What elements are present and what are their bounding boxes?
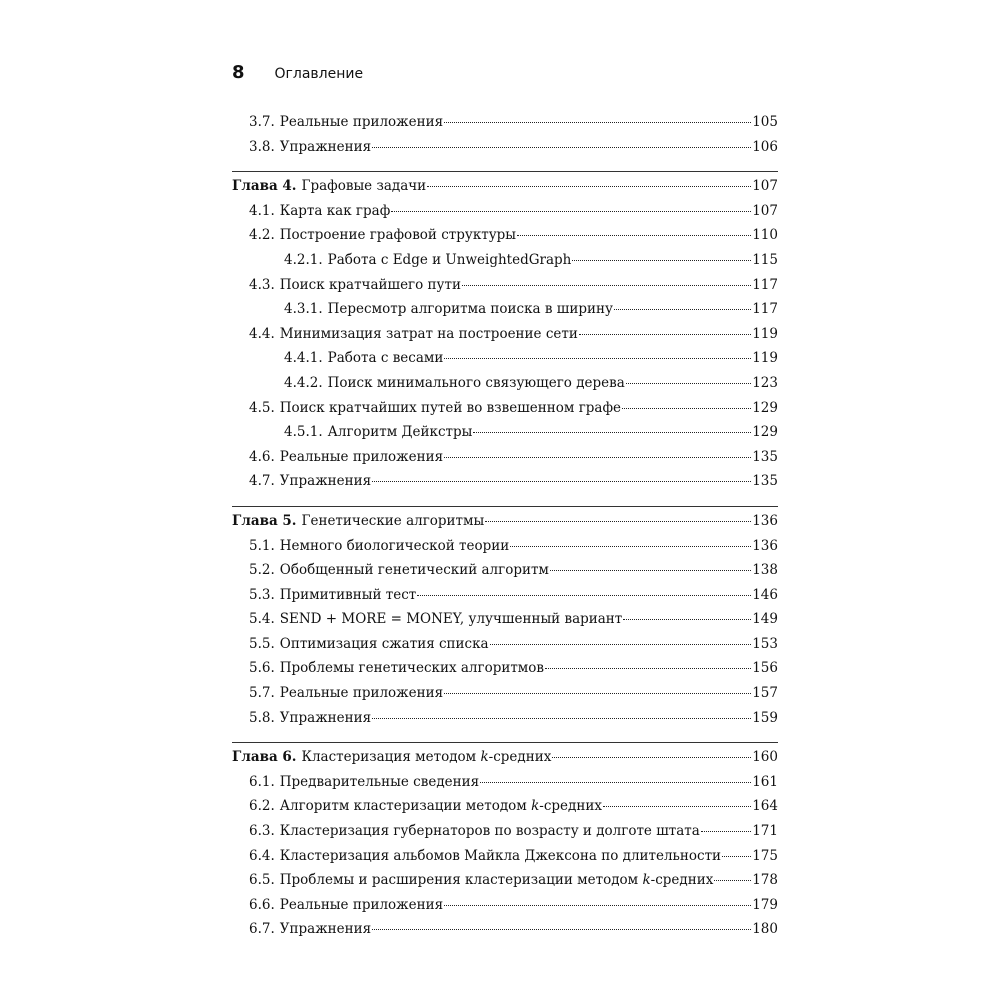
toc-entry-title: Поиск кратчайшего пути xyxy=(279,276,461,293)
toc-entry-number: Глава 4. xyxy=(232,178,297,195)
table-of-contents xyxy=(232,114,778,946)
toc-dot-leader xyxy=(372,929,751,930)
toc-dot-leader xyxy=(622,408,751,409)
toc-section-entry[interactable] xyxy=(232,139,778,164)
toc-dot-leader xyxy=(372,147,751,148)
toc-chapter-entry[interactable] xyxy=(232,178,778,203)
running-title: Оглавление xyxy=(274,66,364,82)
toc-entry-page: 164 xyxy=(752,798,778,815)
toc-entry-number: 5.7. xyxy=(249,685,275,702)
toc-entry-title: Пересмотр алгоритма поиска в ширину xyxy=(327,301,613,318)
toc-entry-title: Реальные приложения xyxy=(279,448,444,465)
toc-dot-leader xyxy=(714,880,751,881)
toc-entry-page: 157 xyxy=(752,685,778,702)
toc-entry-title: Обобщенный генетический алгоритм xyxy=(279,562,549,579)
toc-dot-leader xyxy=(545,668,751,669)
toc-dot-leader xyxy=(614,309,751,310)
toc-entry-number: 5.8. xyxy=(249,709,275,726)
toc-entry-number: 4.5. xyxy=(249,399,275,416)
toc-section-entry[interactable] xyxy=(232,227,778,252)
toc-entry-number: 4.5.1. xyxy=(284,424,323,441)
toc-entry-title: Реальные приложения xyxy=(279,685,444,702)
toc-section-entry[interactable] xyxy=(232,710,778,735)
toc-section-entry[interactable] xyxy=(232,350,778,375)
toc-entry-title: Проблемы и расширения кластеризации методом k-средних xyxy=(279,872,714,889)
toc-section-entry[interactable] xyxy=(232,114,778,139)
chapter-separator xyxy=(232,163,778,172)
toc-dot-leader xyxy=(579,334,751,335)
toc-entry-page: 179 xyxy=(752,896,778,913)
toc-entry-page: 107 xyxy=(752,202,778,219)
toc-entry-number: 5.3. xyxy=(249,586,275,603)
toc-entry-number: 4.7. xyxy=(249,473,275,490)
toc-entry-title: Алгоритм кластеризации методом k-средних xyxy=(279,798,602,815)
toc-entry-title: Немного биологической теории xyxy=(279,537,510,554)
toc-entry-page: 106 xyxy=(752,138,778,155)
toc-entry-title: Примитивный тест xyxy=(279,586,417,603)
toc-entry-page: 129 xyxy=(752,399,778,416)
toc-dot-leader xyxy=(444,457,751,458)
toc-entry-number: 4.4.2. xyxy=(284,374,323,391)
toc-dot-leader xyxy=(391,211,751,212)
toc-section-entry[interactable] xyxy=(232,562,778,587)
toc-entry-page: 110 xyxy=(752,227,778,244)
toc-entry-page: 178 xyxy=(752,872,778,889)
toc-dot-leader xyxy=(510,546,751,547)
toc-dot-leader xyxy=(603,806,751,807)
toc-entry-page: 153 xyxy=(752,635,778,652)
toc-dot-leader xyxy=(701,831,751,832)
toc-entry-title: Поиск кратчайших путей во взвешенном графе xyxy=(279,399,622,416)
toc-dot-leader xyxy=(550,570,751,571)
toc-entry-page: 119 xyxy=(752,325,778,342)
toc-entry-title: SEND + MORE = MONEY, улучшенный вариант xyxy=(279,611,623,628)
toc-dot-leader xyxy=(485,521,751,522)
toc-entry-number: Глава 5. xyxy=(232,512,297,529)
toc-entry-page: 135 xyxy=(752,448,778,465)
toc-entry-page: 160 xyxy=(752,749,778,766)
toc-entry-page: 123 xyxy=(752,374,778,391)
separator-line xyxy=(232,742,778,743)
toc-entry-number: 3.7. xyxy=(249,114,275,130)
toc-dot-leader xyxy=(462,285,751,286)
toc-entry-page: 107 xyxy=(752,178,778,195)
toc-entry-page: 175 xyxy=(752,847,778,864)
toc-entry-page: 136 xyxy=(752,512,778,529)
toc-entry-page: 119 xyxy=(752,350,778,367)
toc-entry-title: Оптимизация сжатия списка xyxy=(279,635,489,652)
chapter-separator xyxy=(232,498,778,507)
toc-section-entry[interactable] xyxy=(232,449,778,474)
toc-entry-title: Кластеризация методом k-средних xyxy=(301,749,552,766)
toc-entry-title: Карта как граф xyxy=(279,202,391,219)
toc-entry-number: 6.6. xyxy=(249,896,275,913)
toc-entry-number: 6.5. xyxy=(249,872,275,889)
toc-section-entry[interactable] xyxy=(232,277,778,302)
toc-section-entry[interactable] xyxy=(232,872,778,897)
toc-entry-number: Глава 6. xyxy=(232,749,297,766)
toc-entry-title: Проблемы генетических алгоритмов xyxy=(279,660,545,677)
toc-entry-number: 5.2. xyxy=(249,562,275,579)
toc-dot-leader xyxy=(372,481,751,482)
toc-entry-page: 149 xyxy=(752,611,778,628)
chapter-separator xyxy=(232,734,778,743)
toc-section-entry[interactable] xyxy=(232,897,778,922)
toc-entry-title: Упражнения xyxy=(279,709,372,726)
toc-dot-leader xyxy=(444,358,751,359)
toc-dot-leader xyxy=(444,693,751,694)
toc-section-entry[interactable] xyxy=(232,848,778,873)
toc-entry-page: 161 xyxy=(752,773,778,790)
toc-dot-leader xyxy=(490,644,752,645)
toc-section-entry[interactable] xyxy=(232,685,778,710)
toc-entry-title: Упражнения xyxy=(279,473,372,490)
toc-entry-title: Предварительные сведения xyxy=(279,773,480,790)
toc-section-entry[interactable] xyxy=(232,252,778,277)
toc-dot-leader xyxy=(427,186,751,187)
toc-entry-number: 4.2.1. xyxy=(284,251,323,268)
toc-entry-number: 5.4. xyxy=(249,611,275,628)
italic-k: k xyxy=(480,749,489,766)
toc-dot-leader xyxy=(722,856,751,857)
toc-entry-page: 159 xyxy=(752,709,778,726)
toc-entry-page: 105 xyxy=(752,114,778,130)
toc-dot-leader xyxy=(623,619,751,620)
toc-chapter-entry[interactable] xyxy=(232,749,778,774)
toc-entry-page: 171 xyxy=(752,823,778,840)
toc-entry-number: 5.5. xyxy=(249,635,275,652)
toc-entry-title: Работа с весами xyxy=(327,350,444,367)
toc-entry-number: 6.1. xyxy=(249,773,275,790)
toc-chapter-entry[interactable] xyxy=(232,513,778,538)
toc-section-entry[interactable] xyxy=(232,538,778,563)
toc-dot-leader xyxy=(572,260,751,261)
toc-entry-page: 138 xyxy=(752,562,778,579)
toc-section-entry[interactable] xyxy=(232,774,778,799)
toc-dot-leader xyxy=(473,432,751,433)
toc-dot-leader xyxy=(480,782,751,783)
toc-entry-number: 4.6. xyxy=(249,448,275,465)
toc-dot-leader xyxy=(444,122,751,123)
toc-dot-leader xyxy=(517,235,751,236)
toc-entry-page: 117 xyxy=(752,276,778,293)
page-number: 8 xyxy=(232,62,245,83)
toc-dot-leader xyxy=(372,718,751,719)
toc-entry-number: 5.6. xyxy=(249,660,275,677)
toc-entry-title: Работа с Edge и UnweightedGraph xyxy=(327,251,572,268)
separator-line xyxy=(232,171,778,172)
toc-entry-page: 180 xyxy=(752,921,778,938)
toc-section-entry[interactable] xyxy=(232,301,778,326)
toc-entry-number: 6.4. xyxy=(249,847,275,864)
toc-section-entry[interactable] xyxy=(232,823,778,848)
toc-entry-title: Реальные приложения xyxy=(279,114,444,130)
toc-entry-page: 136 xyxy=(752,537,778,554)
toc-section-entry[interactable] xyxy=(232,326,778,351)
toc-dot-leader xyxy=(444,905,751,906)
toc-entry-title: Построение графовой структуры xyxy=(279,227,517,244)
toc-entry-number: 5.1. xyxy=(249,537,275,554)
toc-section-entry[interactable] xyxy=(232,424,778,449)
toc-entry-page: 117 xyxy=(752,301,778,318)
toc-section-entry[interactable] xyxy=(232,921,778,946)
toc-section-entry[interactable] xyxy=(232,473,778,498)
toc-entry-number: 4.4. xyxy=(249,325,275,342)
toc-section-entry[interactable] xyxy=(232,636,778,661)
toc-section-entry[interactable] xyxy=(232,203,778,228)
toc-section-entry[interactable] xyxy=(232,798,778,823)
toc-entry-number: 4.3.1. xyxy=(284,301,323,318)
toc-section-entry[interactable] xyxy=(232,660,778,685)
toc-entry-page: 129 xyxy=(752,424,778,441)
separator-line xyxy=(232,506,778,507)
toc-entry-title: Генетические алгоритмы xyxy=(301,512,485,529)
toc-entry-title: Графовые задачи xyxy=(301,178,427,195)
italic-k: k xyxy=(531,798,540,815)
toc-section-entry[interactable] xyxy=(232,375,778,400)
italic-k: k xyxy=(642,872,651,889)
toc-entry-title: Кластеризация альбомов Майкла Джексона по длительности xyxy=(279,847,722,864)
toc-entry-title: Алгоритм Дейкстры xyxy=(327,424,473,441)
toc-entry-page: 135 xyxy=(752,473,778,490)
toc-entry-number: 6.2. xyxy=(249,798,275,815)
toc-entry-number: 4.3. xyxy=(249,276,275,293)
toc-entry-title: Реальные приложения xyxy=(279,896,444,913)
toc-entry-title: Упражнения xyxy=(279,138,372,155)
toc-entry-number: 6.7. xyxy=(249,921,275,938)
toc-dot-leader xyxy=(417,595,751,596)
toc-entry-title: Поиск минимального связующего дерева xyxy=(327,374,625,391)
toc-entry-number: 4.2. xyxy=(249,227,275,244)
toc-entry-title: Упражнения xyxy=(279,921,372,938)
toc-entry-number: 4.4.1. xyxy=(284,350,323,367)
toc-entry-title: Кластеризация губернаторов по возрасту и долготе штата xyxy=(279,823,700,840)
toc-entry-page: 146 xyxy=(752,586,778,603)
toc-section-entry[interactable] xyxy=(232,400,778,425)
page-header xyxy=(232,62,363,88)
toc-section-entry[interactable] xyxy=(232,587,778,612)
toc-entry-page: 115 xyxy=(752,251,778,268)
toc-dot-leader xyxy=(626,383,751,384)
toc-entry-title: Минимизация затрат на построение сети xyxy=(279,325,578,342)
toc-entry-page: 156 xyxy=(752,660,778,677)
toc-section-entry[interactable] xyxy=(232,611,778,636)
toc-entry-number: 4.1. xyxy=(249,202,275,219)
toc-dot-leader xyxy=(552,757,751,758)
toc-entry-number: 3.8. xyxy=(249,138,275,155)
toc-entry-number: 6.3. xyxy=(249,823,275,840)
